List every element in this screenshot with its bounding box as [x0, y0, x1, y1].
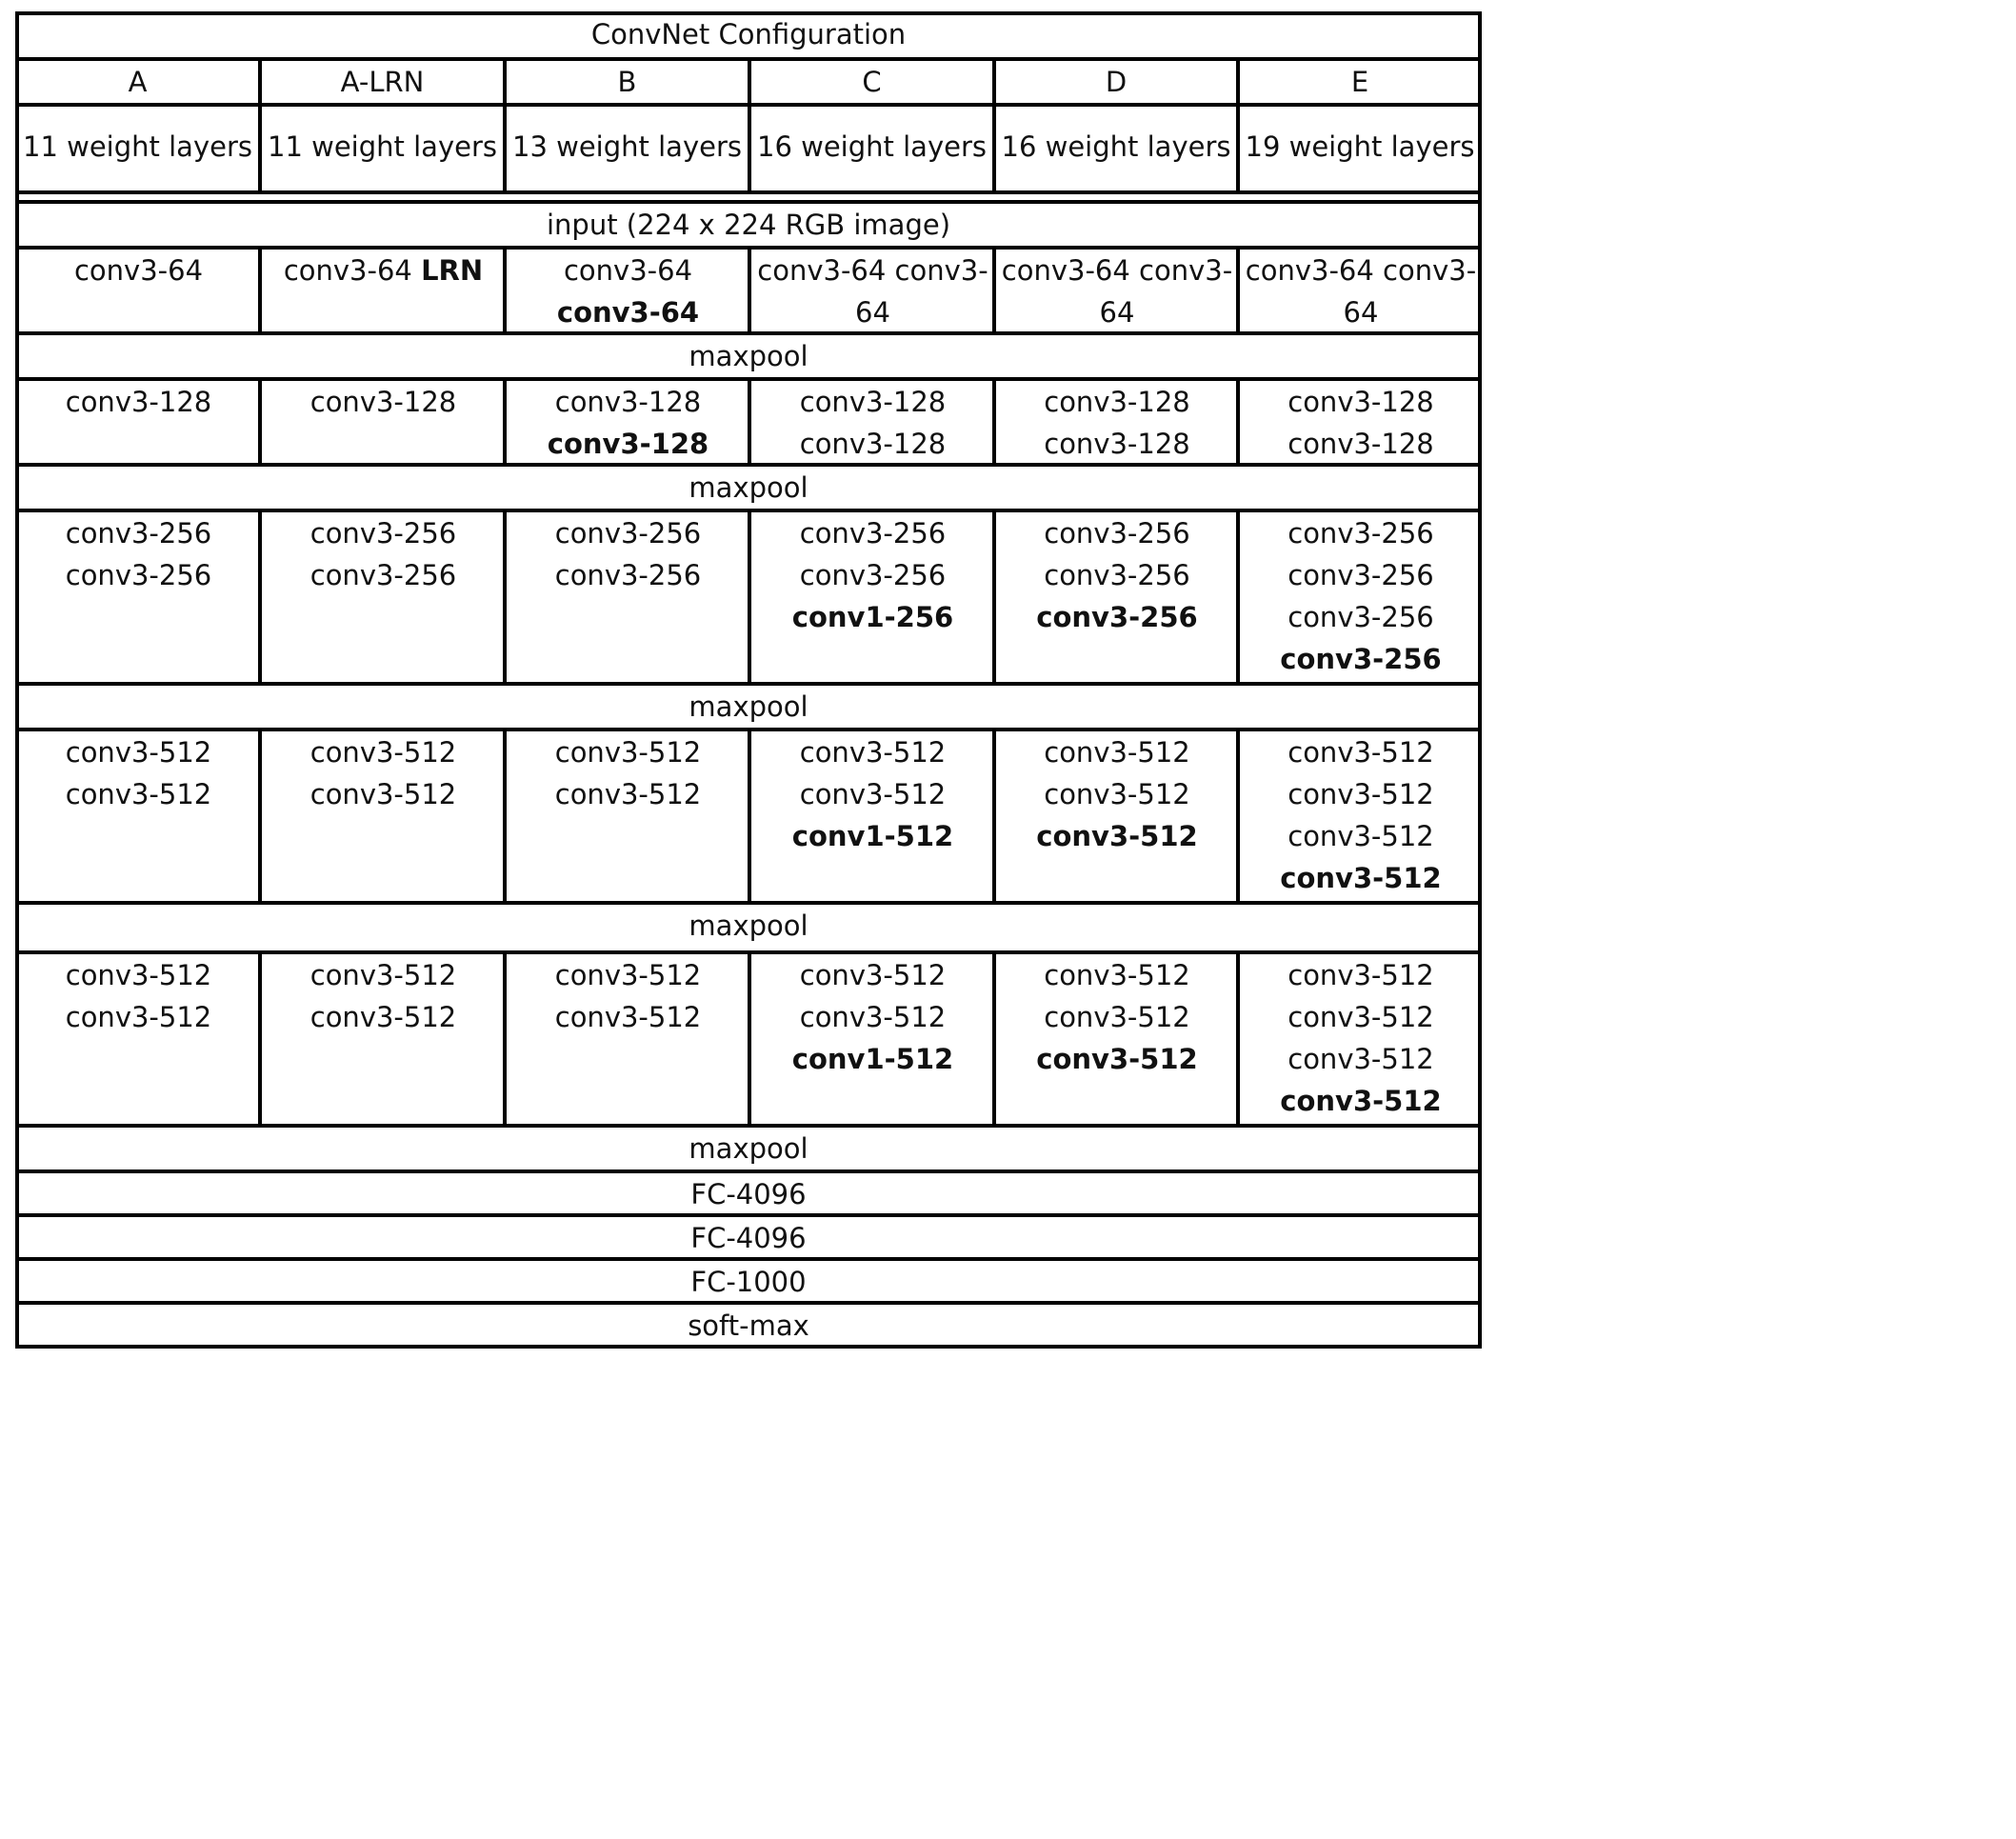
row-divider — [15, 1301, 1482, 1305]
column-divider — [258, 510, 262, 684]
layer-text: conv3-512 conv3-512 conv3-512 — [1287, 959, 1434, 1075]
column-divider — [258, 59, 262, 192]
column-divider — [1236, 379, 1240, 465]
layer-text: conv3-64 conv3-64 — [1245, 254, 1477, 329]
added-layer-text: conv3-64 — [556, 296, 700, 329]
layer-text: conv3-64 conv3-64 — [757, 254, 988, 329]
column-divider — [1236, 248, 1240, 333]
column-header: D — [1105, 66, 1128, 98]
column-divider — [1236, 952, 1240, 1126]
layer-text: conv3-128 — [309, 386, 457, 418]
maxpool-row: maxpool — [689, 340, 808, 372]
classifier-row: soft-max — [688, 1309, 809, 1342]
layer-text: conv3-512 conv3-512 — [1044, 959, 1190, 1033]
layer-text: conv3-512 conv3-512 — [554, 736, 702, 810]
column-divider — [503, 510, 507, 684]
maxpool-row: maxpool — [689, 471, 808, 504]
layer-text: conv3-64 conv3-64 — [1001, 254, 1233, 329]
column-divider — [748, 510, 751, 684]
layer-text: conv3-512 conv3-512 conv3-512 — [1287, 736, 1434, 852]
layer-text: conv3-128 conv3-128 — [1287, 386, 1434, 460]
layer-text: conv3-512 conv3-512 — [65, 959, 212, 1033]
input-row: input (224 x 224 RGB image) — [546, 209, 951, 241]
added-layer-text: conv3-512 — [1036, 820, 1198, 852]
added-layer-text: conv3-512 — [1036, 1043, 1198, 1075]
added-layer-text: conv3-512 — [1280, 1085, 1442, 1117]
classifier-row: FC-1000 — [690, 1266, 807, 1298]
added-layer-text: conv3-512 — [1280, 862, 1442, 894]
column-divider — [748, 952, 751, 1126]
column-divider — [503, 248, 507, 333]
maxpool-row: maxpool — [689, 1132, 808, 1165]
layer-text: conv3-64 — [73, 254, 204, 287]
column-divider — [992, 952, 996, 1126]
layer-text: conv3-512 conv3-512 — [799, 736, 947, 810]
column-divider — [748, 59, 751, 192]
column-header: B — [617, 66, 637, 98]
column-divider — [1236, 59, 1240, 192]
layer-text: conv3-256 conv3-256 conv3-256 — [1287, 517, 1434, 633]
layer-text: conv3-256 conv3-256 — [65, 517, 212, 591]
column-divider — [1236, 730, 1240, 903]
column-divider — [503, 952, 507, 1126]
added-layer-text: conv1-256 — [791, 601, 954, 633]
depth-label: 19 weight layers — [1245, 130, 1475, 163]
layer-text: conv3-128 conv3-128 — [1044, 386, 1190, 460]
added-layer-text: conv3-256 — [1036, 601, 1198, 633]
column-divider — [992, 248, 996, 333]
row-divider — [15, 1257, 1482, 1261]
column-divider — [992, 59, 996, 192]
column-divider — [992, 730, 996, 903]
column-divider — [258, 952, 262, 1126]
maxpool-row: maxpool — [689, 690, 808, 723]
layer-text: conv3-128 — [65, 386, 212, 418]
added-layer-text: conv3-128 — [547, 428, 709, 460]
row-divider — [15, 1169, 1482, 1173]
column-divider — [1236, 510, 1240, 684]
layer-text: conv3-256 conv3-256 — [1044, 517, 1190, 591]
layer-text: conv3-512 conv3-512 — [1044, 736, 1190, 810]
added-layer-text: LRN — [421, 254, 484, 287]
column-header: E — [1350, 66, 1369, 98]
layer-text: conv3-256 conv3-256 — [554, 517, 702, 591]
layer-text: conv3-512 conv3-512 — [554, 959, 702, 1033]
added-layer-text: conv3-256 — [1280, 643, 1442, 675]
added-layer-text: conv1-512 — [791, 820, 954, 852]
row-divider — [15, 200, 1482, 204]
layer-text: conv3-256 conv3-256 — [309, 517, 457, 591]
added-layer-text: conv1-512 — [791, 1043, 954, 1075]
table-title: ConvNet Configuration — [590, 18, 907, 50]
depth-label: 11 weight layers — [23, 130, 252, 163]
column-divider — [503, 379, 507, 465]
depth-label: 13 weight layers — [512, 130, 742, 163]
depth-label: 16 weight layers — [1001, 130, 1231, 163]
column-header: C — [862, 66, 882, 98]
column-divider — [748, 248, 751, 333]
depth-label: 16 weight layers — [757, 130, 987, 163]
column-header: A — [128, 66, 148, 98]
convnet-configuration-table — [15, 11, 1482, 1349]
column-divider — [748, 730, 751, 903]
column-divider — [503, 59, 507, 192]
column-divider — [258, 730, 262, 903]
classifier-row: FC-4096 — [690, 1178, 807, 1210]
layer-text: conv3-512 conv3-512 — [799, 959, 947, 1033]
layer-text: conv3-512 conv3-512 — [65, 736, 212, 810]
layer-text: conv3-128 conv3-128 — [799, 386, 947, 460]
column-header: A-LRN — [340, 66, 425, 98]
row-divider — [15, 1213, 1482, 1217]
classifier-row: FC-4096 — [690, 1222, 807, 1254]
maxpool-row: maxpool — [689, 910, 808, 942]
column-divider — [503, 730, 507, 903]
column-divider — [258, 248, 262, 333]
layer-text: conv3-64 — [283, 254, 422, 287]
column-divider — [992, 379, 996, 465]
column-divider — [258, 379, 262, 465]
layer-text: conv3-512 conv3-512 — [309, 736, 457, 810]
column-divider — [992, 510, 996, 684]
depth-label: 11 weight layers — [268, 130, 497, 163]
layer-text: conv3-128 — [554, 386, 702, 418]
column-divider — [748, 379, 751, 465]
layer-text: conv3-64 — [563, 254, 693, 287]
layer-text: conv3-256 conv3-256 — [799, 517, 947, 591]
layer-text: conv3-512 conv3-512 — [309, 959, 457, 1033]
